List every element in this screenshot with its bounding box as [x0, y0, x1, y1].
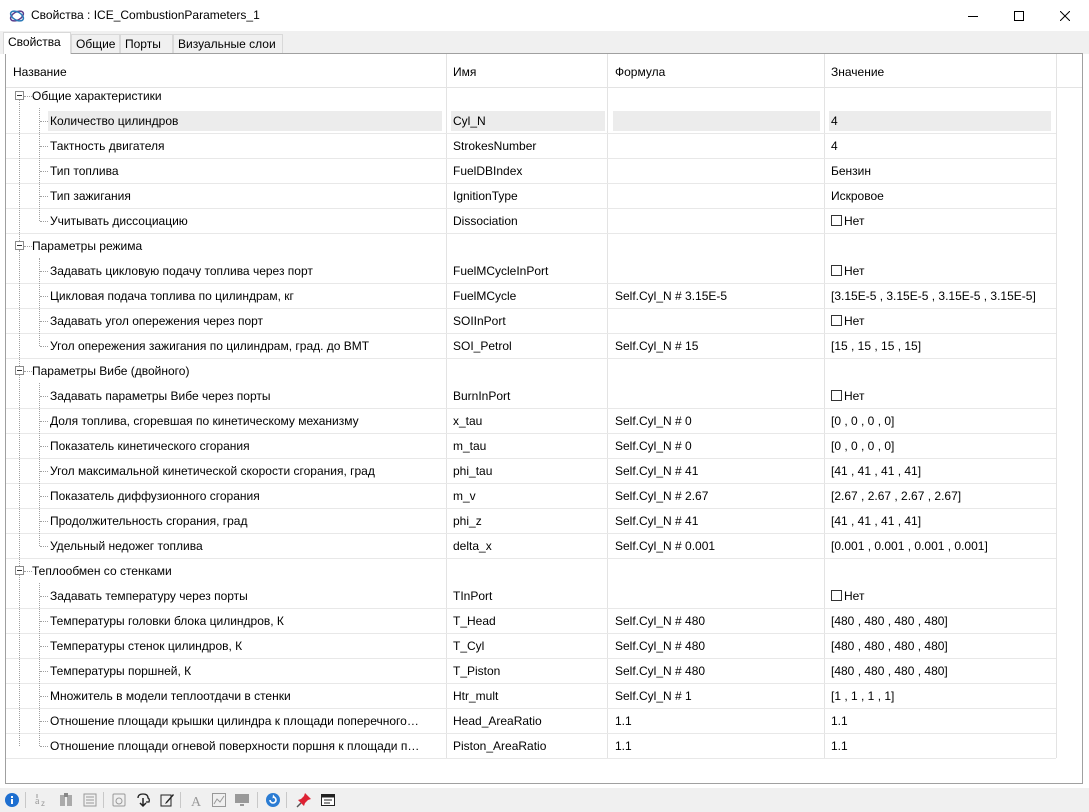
tree-connector	[40, 121, 48, 122]
tree-connector	[39, 258, 40, 346]
property-name: Задавать температуру через порты	[50, 589, 248, 603]
checkbox-label: Нет	[844, 314, 865, 328]
property-row[interactable]	[6, 509, 1056, 534]
property-name: Угол опережения зажигания по цилиндрам, град. до ВМТ	[50, 339, 370, 353]
property-id[interactable]: SOI_Petrol	[453, 339, 512, 353]
column-header-name[interactable]: Название	[13, 65, 67, 79]
property-name: Показатель диффузионного сгорания	[50, 489, 260, 503]
property-formula[interactable]: Self.Cyl_N # 480	[615, 614, 706, 628]
help-icon[interactable]	[3, 791, 21, 809]
property-row[interactable]	[6, 309, 1056, 334]
close-icon	[1060, 11, 1070, 21]
property-id[interactable]: T_Piston	[453, 664, 501, 678]
screen-icon[interactable]	[233, 791, 251, 809]
tab-properties[interactable]: Свойства	[3, 32, 71, 54]
property-id[interactable]: delta_x	[453, 539, 492, 553]
tree-connector	[40, 221, 48, 222]
minimize-icon	[968, 11, 978, 21]
group-row[interactable]	[6, 559, 1056, 584]
toolbar-separator	[25, 792, 26, 808]
group-label: Параметры Вибе (двойного)	[32, 364, 190, 378]
property-formula[interactable]: Self.Cyl_N # 0	[615, 439, 692, 453]
property-id[interactable]: BurnInPort	[453, 389, 511, 403]
property-value[interactable]: 4	[831, 139, 838, 153]
property-name: Отношение площади крышки цилиндра к площади поперечного…	[50, 714, 419, 728]
tree-connector	[24, 96, 32, 97]
property-id[interactable]: Dissociation	[453, 214, 518, 228]
property-row[interactable]	[6, 284, 1056, 309]
property-name: Задавать цикловую подачу топлива через порт	[50, 264, 313, 278]
tree-connector	[19, 250, 20, 366]
property-id[interactable]: Head_AreaRatio	[453, 714, 542, 728]
property-formula[interactable]: Self.Cyl_N # 2.67	[615, 489, 709, 503]
property-value[interactable]: Бензин	[831, 164, 872, 178]
property-name: Продолжительность сгорания, град	[50, 514, 248, 528]
group-row[interactable]	[6, 84, 1056, 109]
property-name: Тип топлива	[50, 164, 119, 178]
property-id[interactable]: FuelMCycle	[453, 289, 517, 303]
property-formula[interactable]: Self.Cyl_N # 41	[615, 514, 699, 528]
property-value[interactable]: [0 , 0 , 0 , 0]	[831, 414, 895, 428]
property-row[interactable]	[6, 184, 1056, 209]
rename-icon[interactable]	[33, 791, 51, 809]
property-row[interactable]	[6, 484, 1056, 509]
property-formula[interactable]: 1.1	[615, 714, 632, 728]
property-row[interactable]	[6, 159, 1056, 184]
group-row[interactable]	[6, 234, 1056, 259]
property-name: Показатель кинетического сгорания	[50, 439, 250, 453]
property-id[interactable]: FuelMCycleInPort	[453, 264, 549, 278]
property-row[interactable]	[6, 659, 1056, 684]
chart-icon[interactable]	[210, 791, 228, 809]
property-formula[interactable]	[615, 134, 825, 158]
property-value[interactable]: Искровое	[831, 189, 884, 203]
property-value[interactable]	[831, 259, 1056, 283]
value-checkbox[interactable]	[831, 265, 842, 276]
tree-connector	[40, 271, 48, 272]
property-row[interactable]	[6, 384, 1056, 409]
minimize-button[interactable]	[950, 0, 996, 31]
value-checkbox[interactable]	[831, 315, 842, 326]
property-formula[interactable]: 1.1	[615, 739, 632, 753]
value-checkbox[interactable]	[831, 590, 842, 601]
property-id[interactable]: m_tau	[453, 439, 487, 453]
property-formula[interactable]	[615, 209, 825, 233]
column-header-id[interactable]: Имя	[453, 65, 477, 79]
property-name: Множитель в модели теплоотдачи в стенки	[50, 689, 291, 703]
property-row[interactable]	[6, 734, 1056, 759]
property-id[interactable]: FuelDBIndex	[453, 164, 523, 178]
collapse-toggle-icon[interactable]	[15, 366, 24, 375]
toolbar-separator	[103, 792, 104, 808]
tree-connector	[40, 346, 48, 347]
list-icon[interactable]	[81, 791, 99, 809]
tree-connector	[19, 375, 20, 566]
tree-connector	[40, 296, 48, 297]
tree-connector	[40, 646, 48, 647]
checkbox-label: Нет	[844, 589, 865, 603]
tree-connector	[40, 196, 48, 197]
property-value[interactable]	[831, 209, 1056, 233]
tree-connector	[40, 621, 48, 622]
tree-connector	[40, 321, 48, 322]
tree-connector	[40, 396, 48, 397]
property-row[interactable]	[6, 709, 1056, 734]
tab-visual-layers[interactable]: Визуальные слои	[173, 34, 283, 53]
property-formula[interactable]: Self.Cyl_N # 3.15E-5	[615, 289, 728, 303]
pin-icon[interactable]	[295, 791, 313, 809]
checkbox-label: Нет	[844, 214, 865, 228]
toolbar-separator	[257, 792, 258, 808]
property-value[interactable]: [0 , 0 , 0 , 0]	[831, 439, 895, 453]
property-formula[interactable]: Self.Cyl_N # 15	[615, 339, 699, 353]
toolbar-separator	[180, 792, 181, 808]
tree-connector	[40, 596, 48, 597]
value-checkbox[interactable]	[831, 390, 842, 401]
property-name: Отношение площади огневой поверхности поршня к площади п…	[50, 739, 420, 753]
maximize-button[interactable]	[996, 0, 1042, 31]
tree-connector	[40, 421, 48, 422]
property-name: Тактность двигателя	[50, 139, 165, 153]
property-row[interactable]	[6, 584, 1056, 609]
property-value[interactable]: [3.15E-5 , 3.15E-5 , 3.15E-5 , 3.15E-5]	[831, 289, 1036, 303]
property-value[interactable]: [480 , 480 , 480 , 480]	[831, 614, 948, 628]
tree-connector	[40, 471, 48, 472]
collapse-toggle-icon[interactable]	[15, 241, 24, 250]
tree-connector	[40, 746, 48, 747]
property-formula[interactable]: Self.Cyl_N # 0	[615, 414, 692, 428]
tree-connector	[40, 446, 48, 447]
collapse-toggle-icon[interactable]	[15, 566, 24, 575]
property-name: Цикловая подача топлива по цилиндрам, кг	[50, 289, 294, 303]
tree-connector	[24, 246, 32, 247]
property-name: Угол максимальной кинетической скорости сгорания, град	[50, 464, 375, 478]
calculator-icon[interactable]	[110, 791, 128, 809]
collapse-toggle-icon[interactable]	[15, 91, 24, 100]
title-bar	[0, 0, 1089, 31]
property-row[interactable]	[6, 134, 1056, 159]
grid-header	[6, 54, 1082, 88]
property-id[interactable]: phi_z	[453, 514, 482, 528]
property-name: Доля топлива, сгоревшая по кинетическому механизму	[50, 414, 359, 428]
property-formula[interactable]: Self.Cyl_N # 41	[615, 464, 699, 478]
property-id[interactable]: Htr_mult	[453, 689, 499, 703]
property-id[interactable]: Cyl_N	[451, 111, 605, 131]
download-icon[interactable]	[134, 791, 152, 809]
property-row[interactable]	[6, 609, 1056, 634]
property-value[interactable]: 1.1	[831, 739, 848, 753]
group-label: Общие характеристики	[32, 89, 162, 103]
tree-connector	[19, 100, 20, 241]
property-id[interactable]: Piston_AreaRatio	[453, 739, 547, 753]
property-value[interactable]	[831, 384, 1056, 408]
property-id[interactable]: IgnitionType	[453, 189, 518, 203]
property-row[interactable]	[6, 109, 1056, 134]
property-id[interactable]: phi_tau	[453, 464, 493, 478]
property-value[interactable]: 4	[829, 111, 1051, 131]
property-row[interactable]	[6, 334, 1056, 359]
property-formula[interactable]: Self.Cyl_N # 1	[615, 689, 692, 703]
font-icon[interactable]	[188, 791, 206, 809]
edit-icon[interactable]	[158, 791, 176, 809]
toolbar-separator	[286, 792, 287, 808]
property-value[interactable]: [480 , 480 , 480 , 480]	[831, 664, 948, 678]
property-row[interactable]	[6, 534, 1056, 559]
tab-ports[interactable]: Порты	[120, 34, 173, 53]
column-divider	[1056, 54, 1057, 758]
property-name: Количество цилиндров	[48, 111, 442, 131]
property-formula[interactable]	[615, 309, 825, 333]
tab-general[interactable]: Общие	[71, 34, 120, 53]
tree-connector	[39, 383, 40, 546]
property-value[interactable]	[831, 309, 1056, 333]
property-value[interactable]: [41 , 41 , 41 , 41]	[831, 464, 922, 478]
property-row[interactable]	[6, 434, 1056, 459]
tab-bar	[0, 31, 1089, 54]
group-label: Параметры режима	[32, 239, 143, 253]
svg-text:A: A	[191, 795, 202, 808]
property-row[interactable]	[6, 259, 1056, 284]
library-icon[interactable]	[57, 791, 75, 809]
tree-connector	[39, 108, 40, 221]
group-label: Теплообмен со стенками	[32, 564, 172, 578]
property-formula[interactable]	[615, 259, 825, 283]
property-formula[interactable]	[615, 184, 825, 208]
property-value[interactable]: [0.001 , 0.001 , 0.001 , 0.001]	[831, 539, 988, 553]
properties-panel	[5, 53, 1083, 784]
tree-connector	[39, 583, 40, 746]
tree-connector	[40, 721, 48, 722]
tree-connector	[24, 571, 32, 572]
property-id[interactable]: T_Head	[453, 614, 496, 628]
svg-text:a: a	[35, 796, 40, 807]
property-value[interactable]: 1.1	[831, 714, 848, 728]
property-row[interactable]	[6, 209, 1056, 234]
tree-connector	[19, 575, 20, 746]
property-formula[interactable]	[613, 111, 820, 131]
property-row[interactable]	[6, 459, 1056, 484]
property-formula[interactable]	[615, 584, 825, 608]
property-name: Удельный недожег топлива	[50, 539, 203, 553]
tree-connector	[40, 146, 48, 147]
window-title: Свойства : ICE_CombustionParameters_1	[31, 8, 260, 22]
property-value[interactable]: [41 , 41 , 41 , 41]	[831, 514, 922, 528]
tree-connector	[40, 521, 48, 522]
value-checkbox[interactable]	[831, 215, 842, 226]
property-value[interactable]: [2.67 , 2.67 , 2.67 , 2.67]	[831, 489, 962, 503]
property-row[interactable]	[6, 684, 1056, 709]
property-name: Задавать угол опережения через порт	[50, 314, 264, 328]
column-header-formula[interactable]: Формула	[615, 65, 666, 79]
property-formula[interactable]: Self.Cyl_N # 0.001	[615, 539, 716, 553]
svg-text:z: z	[41, 799, 45, 808]
tree-connector	[40, 696, 48, 697]
property-id[interactable]: T_Cyl	[453, 639, 485, 653]
property-value[interactable]	[831, 584, 1056, 608]
property-id[interactable]: m_v	[453, 489, 476, 503]
property-name: Температуры стенок цилиндров, К	[50, 639, 243, 653]
bottom-toolbar	[0, 788, 1089, 812]
property-formula[interactable]: Self.Cyl_N # 480	[615, 664, 706, 678]
property-formula[interactable]	[615, 384, 825, 408]
property-value[interactable]: [15 , 15 , 15 , 15]	[831, 339, 922, 353]
group-row[interactable]	[6, 359, 1056, 384]
property-formula[interactable]: Self.Cyl_N # 480	[615, 639, 706, 653]
property-name: Температуры поршней, К	[50, 664, 192, 678]
column-header-value[interactable]: Значение	[831, 65, 885, 79]
property-name: Температуры головки блока цилиндров, К	[50, 614, 284, 628]
checkbox-label: Нет	[844, 389, 865, 403]
window-icon[interactable]	[319, 791, 337, 809]
close-button[interactable]	[1042, 0, 1088, 31]
property-id[interactable]: TInPort	[453, 589, 493, 603]
property-id[interactable]: x_tau	[453, 414, 483, 428]
tree-connector	[40, 671, 48, 672]
property-name: Учитывать диссоциацию	[50, 214, 188, 228]
tree-connector	[40, 546, 48, 547]
refresh-icon[interactable]	[264, 791, 282, 809]
tree-connector	[40, 171, 48, 172]
property-name: Тип зажигания	[50, 189, 131, 203]
property-name: Задавать параметры Вибе через порты	[50, 389, 271, 403]
app-logo-icon	[9, 8, 25, 24]
tree-connector	[24, 371, 32, 372]
property-id[interactable]: StrokesNumber	[453, 139, 537, 153]
tree-connector	[40, 496, 48, 497]
property-row[interactable]	[6, 409, 1056, 434]
property-id[interactable]: SOIInPort	[453, 314, 506, 328]
maximize-icon	[1014, 11, 1024, 21]
property-value[interactable]: [1 , 1 , 1 , 1]	[831, 689, 895, 703]
checkbox-label: Нет	[844, 264, 865, 278]
property-value[interactable]: [480 , 480 , 480 , 480]	[831, 639, 948, 653]
property-formula[interactable]	[615, 159, 825, 183]
property-row[interactable]	[6, 634, 1056, 659]
